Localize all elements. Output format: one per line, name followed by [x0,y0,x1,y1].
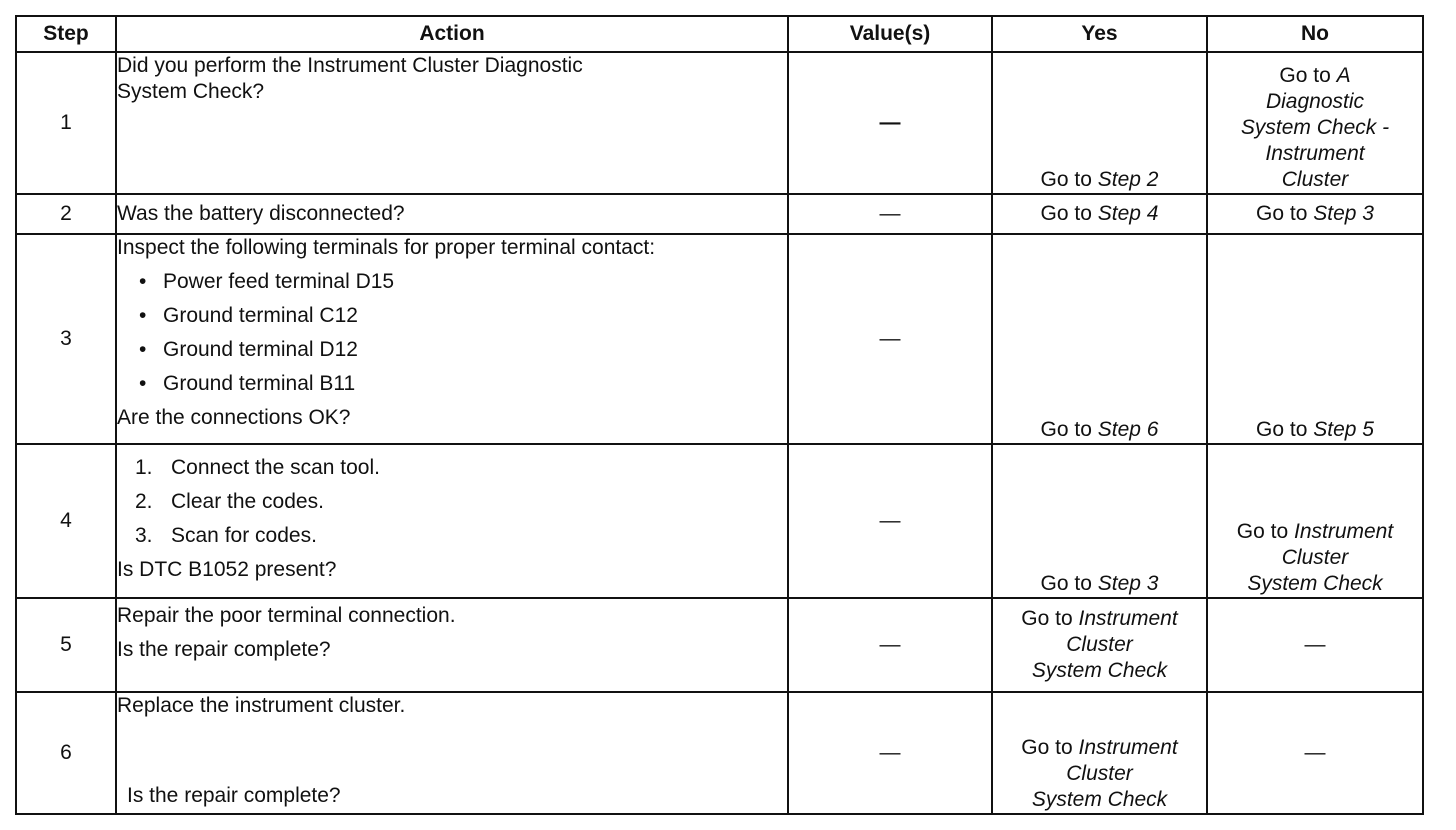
yes-cell [992,692,1207,814]
list-item-text: Clear the codes. [171,490,324,513]
list-item-text: Connect the scan tool. [171,456,380,479]
table-row-step-4 [16,444,1423,598]
step-number: 5 [16,598,116,692]
step-number: 1 [16,52,116,194]
no-target-link[interactable]: Cluster [1281,168,1349,191]
no-target-link[interactable]: Diagnostic [1265,90,1365,113]
header-step: Step [16,16,116,52]
value-dash: — [879,327,901,350]
action-text: Was the battery disconnected? [117,202,405,225]
bullet-glyph: • [139,372,147,395]
table-row-step-5 [16,598,1423,692]
no-target-link[interactable]: System Check - [1240,116,1390,139]
action-cell [116,598,788,692]
list-number: 1. [135,456,153,479]
yes-cell [992,598,1207,692]
no-target-link[interactable]: System Check [1247,572,1383,595]
yes-target-link[interactable]: Step 2 [1097,168,1159,191]
no-target-link[interactable]: Cluster [1281,546,1349,569]
yes-target-link[interactable]: Step 3 [1097,572,1159,595]
list-item-text: Ground terminal C12 [163,304,358,327]
action-cell [116,52,788,194]
no-target-link[interactable]: Instrument [1293,520,1394,543]
action-question: Is DTC B1052 present? [117,558,337,581]
no-cell [1207,194,1423,234]
yes-target-link[interactable]: Cluster [1066,762,1133,785]
action-cell [116,692,788,814]
yes-target-link[interactable]: Step 4 [1097,202,1159,225]
no-cell [1207,598,1423,692]
value-dash: — [879,509,901,532]
bullet-glyph: • [139,304,147,327]
yes-target-link[interactable]: Step 6 [1097,418,1159,441]
no-dash: — [1304,633,1326,656]
no-target-link[interactable]: Step 5 [1313,418,1374,441]
value-cell [788,692,992,814]
action-cell [116,234,788,444]
table-row-step-6 [16,692,1423,814]
yes-cell [992,234,1207,444]
list-item [117,489,787,515]
no-prefix: Go to [1236,520,1294,543]
table-row-step-2 [16,194,1423,234]
no-prefix: Go to [1279,64,1337,87]
step-number: 6 [16,692,116,814]
list-item [117,269,787,295]
no-cell [1207,234,1423,444]
value-dash: — [879,111,901,134]
list-item-text: Scan for codes. [171,524,317,547]
list-item [117,523,787,549]
no-dash: — [1304,741,1326,764]
action-cell [116,194,788,234]
yes-cell [992,52,1207,194]
list-item-text: Ground terminal B11 [163,372,356,395]
no-prefix: Go to [1256,202,1314,225]
yes-target-link[interactable]: Cluster [1066,633,1133,656]
action-intro: Inspect the following terminals for proper terminal contact: [117,236,656,259]
yes-cell [992,444,1207,598]
yes-prefix: Go to [1040,202,1098,225]
value-dash: — [879,633,901,656]
action-text: Replace the instrument cluster. [117,694,406,717]
list-item [117,371,787,397]
list-item [117,337,787,363]
header-row [16,16,1423,52]
step-number: 4 [16,444,116,598]
list-item-text: Ground terminal D12 [163,338,358,361]
no-cell [1207,444,1423,598]
header-values: Value(s) [788,16,992,52]
step-number: 2 [16,194,116,234]
header-yes: Yes [992,16,1207,52]
no-target-link[interactable]: Step 3 [1313,202,1374,225]
action-question: Is the repair complete? [117,638,331,661]
yes-prefix: Go to [1021,607,1079,630]
value-dash: — [879,741,901,764]
yes-target-link[interactable]: Instrument [1078,736,1178,759]
value-dash: — [879,202,901,225]
value-cell [788,598,992,692]
table-row-step-3 [16,234,1423,444]
action-cell [116,444,788,598]
no-cell [1207,52,1423,194]
list-item [117,303,787,329]
yes-target-link[interactable]: System Check [1031,788,1168,811]
table-row-step-1 [16,52,1423,194]
action-question: Are the connections OK? [117,406,351,429]
no-target-link[interactable]: A [1336,64,1351,87]
yes-cell [992,194,1207,234]
yes-prefix: Go to [1021,736,1079,759]
list-number: 2. [135,490,153,513]
no-prefix: Go to [1256,418,1314,441]
list-number: 3. [135,524,153,547]
action-question: Is the repair complete? [127,784,341,807]
action-text: Did you perform the Instrument Cluster Diagnostic [117,54,583,77]
yes-target-link[interactable]: Instrument [1078,607,1178,630]
header-action: Action [116,16,788,52]
list-item [117,455,787,481]
value-cell [788,52,992,194]
no-target-link[interactable]: Instrument [1265,142,1365,165]
step-number: 3 [16,234,116,444]
yes-target-link[interactable]: System Check [1031,659,1168,682]
diagnostic-table [15,15,1424,815]
yes-prefix: Go to [1040,418,1098,441]
value-cell [788,194,992,234]
bullet-glyph: • [139,338,147,361]
list-item-text: Power feed terminal D15 [163,270,395,293]
yes-prefix: Go to [1040,168,1098,191]
diagnostic-table-document [15,15,1422,815]
value-cell [788,444,992,598]
yes-prefix: Go to [1040,572,1098,595]
action-text: Repair the poor terminal connection. [117,604,456,627]
action-text: System Check? [117,80,265,103]
bullet-glyph: • [139,270,147,293]
header-no: No [1207,16,1423,52]
value-cell [788,234,992,444]
no-cell [1207,692,1423,814]
